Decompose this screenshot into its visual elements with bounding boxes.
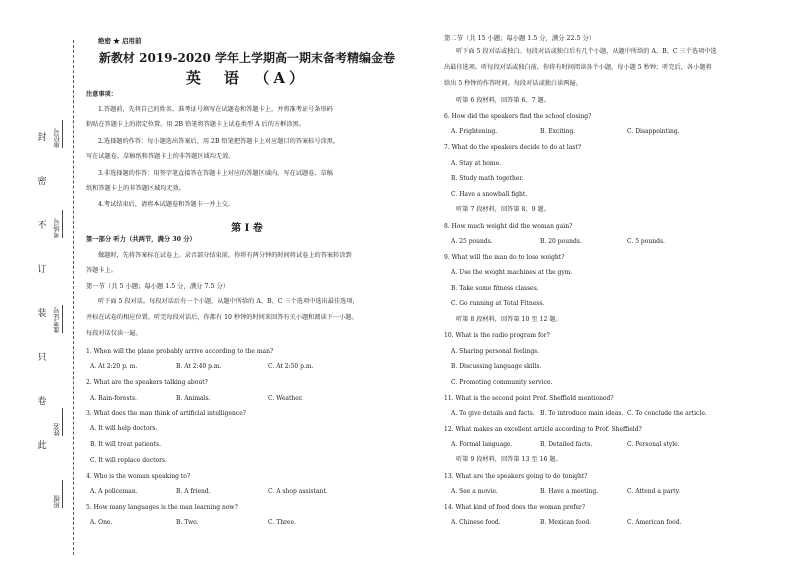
exam-room-field: 考场号 <box>52 210 64 238</box>
option: C. A shop assistant. <box>268 488 328 495</box>
question: 5. How many languages is the man learning now? <box>86 504 238 511</box>
note-line: 3.非选择题的作答：用签字笔直接答在答题卡上对应的答题区域内。写在试题卷、草稿 <box>98 170 333 177</box>
note-line: 4.考试结束后，请将本试题卷和答题卡一并上交。 <box>98 201 234 208</box>
option: B. To introduce main ideas. <box>540 410 624 417</box>
option: C. Have a snowball fight. <box>451 191 528 198</box>
note-line: 纸和答题卡上的非答题区域均无效。 <box>86 185 185 192</box>
option: A. Sharing personal feelings. <box>451 348 540 355</box>
question: 13. What are the speakers going to do tonight? <box>444 473 588 480</box>
volume-title: 第 I 卷 <box>231 223 263 234</box>
option: B. It will treat patients. <box>90 441 161 448</box>
class-field: 班级 <box>52 480 64 508</box>
material-instruction: 听第 7 段材料，回答第 8、9 题。 <box>456 206 550 213</box>
question: 7. What do the speakers decide to do at last? <box>444 144 582 151</box>
option: C. To conclude the article. <box>627 410 707 417</box>
option: B. Have a meeting. <box>540 488 599 495</box>
part1-intro: 做题时，先将答案标在试卷上。录音部分结束前，你将有两分钟的时间将试卷上的答案转涂到 <box>98 252 352 259</box>
notes-heading: 注意事项： <box>86 91 117 98</box>
option: B. Detailed facts. <box>540 441 593 448</box>
note-line: 写在试题卷、草稿纸和答题卡上的非答题区域均无效。 <box>86 153 235 160</box>
secret-label: 绝密 ★ 启用前 <box>98 37 142 45</box>
binding-char: 密 <box>37 177 47 187</box>
question: 4. Who is the woman speaking to? <box>86 473 191 480</box>
part1-heading: 第一部分 听力（共两节，满分 30 分） <box>86 236 196 243</box>
name-field: 姓名 <box>52 408 64 436</box>
material-instruction: 听第 9 段材料，回答第 13 至 16 题。 <box>456 456 562 463</box>
binding-char: 订 <box>37 265 47 275</box>
option: A. One. <box>90 519 113 526</box>
section2-intro: 听下面 5 段对话或独白。每段对话或独白后有几个小题，从题中所给的 A、B、C 三个选项中选 <box>456 48 717 55</box>
question: 2. What are the speakers talking about? <box>86 379 208 386</box>
note-line: 1.答题前，先将自己的姓名、准考证号填写在试题卷和答题卡上，并将准考证号条形码 <box>98 106 333 113</box>
option: B. Exciting. <box>540 128 576 135</box>
binding-char: 装 <box>37 309 47 319</box>
note-line: 2.选择题的作答：每小题选出答案后，用 2B 铅笔把答题卡上对应题目的答案标号涂黑， <box>98 138 340 145</box>
section2-heading: 第二节（共 15 小题；每小题 1.5 分，满分 22.5 分） <box>444 35 596 42</box>
option: A. To give details and facts. <box>451 410 535 417</box>
option: B. 20 pounds. <box>540 238 582 245</box>
option: A. Stay at home. <box>451 160 502 167</box>
admission-number-field: 准考证号 <box>52 305 64 333</box>
option: C. It will replace doctors. <box>90 457 167 464</box>
option: C. Personal style. <box>627 441 680 448</box>
exam-title: 新教材 2019-2020 学年上学期高一期末备考精编金卷 <box>98 51 396 65</box>
section1-intro: 每段对话仅读一遍。 <box>86 330 142 337</box>
option: C. 5 pounds. <box>627 238 665 245</box>
binding-char: 卷 <box>37 397 47 407</box>
section1-intro: 听下面 5 段对话。每段对话后有一个小题，从题中所给的 A、B、C 三个选项中选出最佳选项， <box>98 298 359 305</box>
option: C. American food. <box>627 519 682 526</box>
binding-char: 此 <box>37 441 47 451</box>
option: A. Frightening. <box>451 128 498 135</box>
option: C. Weather. <box>268 395 303 402</box>
option: B. A friend. <box>176 488 211 495</box>
option: B. Take some fitness classes. <box>451 285 539 292</box>
section1-heading: 第一节（共 5 小题；每小题 1.5 分，满分 7.5 分） <box>86 283 230 290</box>
option: C. Attend a party. <box>627 488 681 495</box>
question: 11. What is the second point Prof. Sheffield mentioned? <box>444 395 614 402</box>
subject-title: 英 语 （A） <box>185 69 309 87</box>
option: A. A policeman. <box>90 488 138 495</box>
section2-intro: 给出 5 秒钟的作答时间。每段对话或独白读两遍。 <box>444 80 582 87</box>
option: B. Two. <box>176 519 199 526</box>
binding-char: 不 <box>37 221 47 231</box>
question: 14. What kind of food does the woman prefer? <box>444 504 586 511</box>
option: B. At 2:40 p.m. <box>176 363 222 370</box>
option: C. Three. <box>268 519 296 526</box>
question: 12. What makes an excellent article according to Prof. Sheffield? <box>444 426 642 433</box>
material-instruction: 听第 8 段材料，回答第 10 至 12 题。 <box>456 316 562 323</box>
option: B. Study math together. <box>451 175 524 182</box>
option: A. At 2:20 p. m. <box>90 363 138 370</box>
option: B. Discussing language skills. <box>451 363 542 370</box>
option: B. Animals. <box>176 395 211 402</box>
option: C. Promoting community service. <box>451 379 553 386</box>
question: 8. How much weight did the woman gain? <box>444 223 573 230</box>
question: 3. What does the man think of artificial intelligence? <box>86 410 247 417</box>
note-line: 粘贴在答题卡上的指定位置。用 2B 铅笔将答题卡上试卷类型 A 后的方框涂黑。 <box>86 121 305 128</box>
option: A. Chinese food. <box>451 519 501 526</box>
binding-dashed-line <box>73 40 74 555</box>
option: C. Disappointing. <box>627 128 680 135</box>
section2-intro: 出最佳选项。听每段对话或独白前，你将有时间阅读各个小题，每小题 5 秒钟；听完后，各小题将 <box>444 64 712 71</box>
option: A. Use the weight machines at the gym. <box>451 269 573 276</box>
option: A. Rain-forests. <box>90 395 137 402</box>
binding-char: 封 <box>37 133 47 143</box>
option: A. 25 pounds. <box>451 238 493 245</box>
part1-intro: 答题卡上。 <box>86 267 117 274</box>
question: 6. How did the speakers find the school closing? <box>444 113 592 120</box>
seat-number-field: 座位号 <box>52 120 64 148</box>
material-instruction: 听第 6 段材料，回答第 6、7 题。 <box>456 97 550 104</box>
binding-char: 只 <box>37 353 47 363</box>
option: A. It will help doctors. <box>90 425 158 432</box>
option: C. At 2:50 p.m. <box>268 363 314 370</box>
option: C. Go running at Total Fitness. <box>451 300 545 307</box>
option: A. See a movie. <box>451 488 498 495</box>
question: 10. What is the radio program for? <box>444 332 550 339</box>
question: 9. What will the man do to lose weight? <box>444 254 565 261</box>
option: B. Mexican food. <box>540 519 592 526</box>
option: A. Formal language. <box>451 441 513 448</box>
section1-intro: 并标在试卷的相应位置。听完每段对话后，你都有 10 秒钟的时间来回答有关小题和阅读下一小题。 <box>86 314 358 321</box>
question: 1. When will the plane probably arrive according to the man? <box>86 348 274 355</box>
